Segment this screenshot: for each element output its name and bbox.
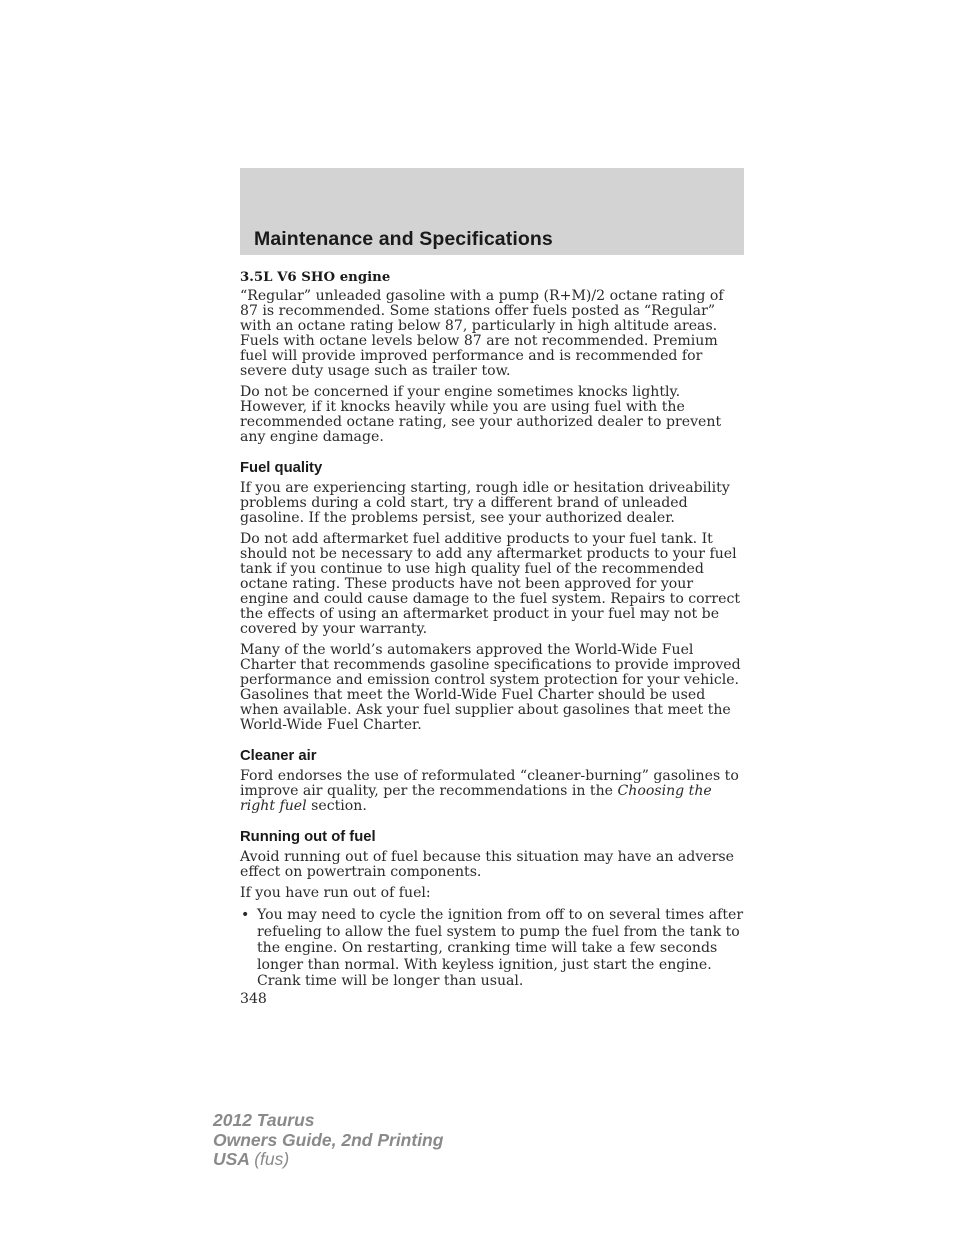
cleaner-air-heading: Cleaner air	[240, 748, 317, 764]
running-out-paragraph-1: Avoid running out of fuel because this situation may have an adverse effect on powertrain components.	[240, 849, 734, 880]
choosing-fuel-reference: Choosing the right fuel	[240, 783, 712, 814]
fuel-quality-paragraph-1: If you are experiencing starting, rough idle or hesitation driveability problems during a cold start, try a different brand of unleaded gasoline. If the problems persist, see your authorized dealer.	[240, 480, 730, 526]
cleaner-air-text-before: Ford endorses the use of reformulated “cleaner-burning” gasolines to improve air quality, per the recommendations in the	[240, 768, 739, 799]
engine-heading: 3.5L V6 SHO engine	[240, 270, 391, 285]
page-content	[240, 266, 745, 1007]
cleaner-air-text-after: section.	[306, 798, 367, 814]
section-header-band	[240, 168, 744, 255]
engine-paragraph-2: Do not be concerned if your engine sometimes knocks lightly. However, if it knocks heavily while you are using fuel with the recommended octane rating, see your authorized dealer to prevent any engine damage.	[240, 384, 722, 445]
engine-paragraph-1: “Regular” unleaded gasoline with a pump (R+M)/2 octane rating of 87 is recommended. Some stations offer fuels posted as “Regular” with an octane rating below 87, particularly in high altitude areas. Fuels with octane levels below 87 are not recommended. Premium fuel will provide improved performance and is recommended for severe duty usage such as trailer tow.	[240, 288, 724, 379]
footer-line-model: 2012 Taurus	[213, 1110, 315, 1130]
footer-region-code: (fus)	[254, 1149, 290, 1169]
footer-line-guide: Owners Guide, 2nd Printing	[213, 1129, 444, 1150]
fuel-quality-heading: Fuel quality	[240, 460, 323, 476]
footer-line-region	[213, 1150, 443, 1170]
section-title: Maintenance and Specifications	[254, 228, 553, 250]
footer-publication-info	[213, 1111, 443, 1170]
list-item: • You may need to cycle the ignition from off to on several times after refueling to allow the fuel system to pump the fuel from the tank to the engine. On restarting, cranking time will take a few seconds longer than normal. With keyless ignition, just start the engine. Crank time will be longer than usual.	[240, 907, 745, 990]
fuel-quality-paragraph-3: Many of the world’s automakers approved the World-Wide Fuel Charter that recommends gasoline specifications to provide improved performance and emission control system protection for your vehicle. Gasolines that meet the World-Wide Fuel Charter should be used when available. Ask your fuel supplier about gasolines that meet the World-Wide Fuel Charter.	[240, 642, 741, 733]
running-out-paragraph-2: If you have run out of fuel:	[240, 885, 431, 901]
running-out-bullet-list	[240, 907, 745, 990]
fuel-quality-paragraph-2: Do not add aftermarket fuel additive products to your fuel tank. It should not be necessary to add any aftermarket products to your fuel tank if you continue to use high quality fuel of the recommended octane rating. These products have not been approved for your engine and could cause damage to the fuel system. Repairs to correct the effects of using an aftermarket product in your fuel may not be covered by your warranty.	[240, 531, 741, 637]
footer-region: USA	[213, 1149, 250, 1169]
page-number: 348	[240, 990, 267, 1007]
running-out-heading: Running out of fuel	[240, 829, 376, 845]
cleaner-air-paragraph	[240, 769, 745, 814]
